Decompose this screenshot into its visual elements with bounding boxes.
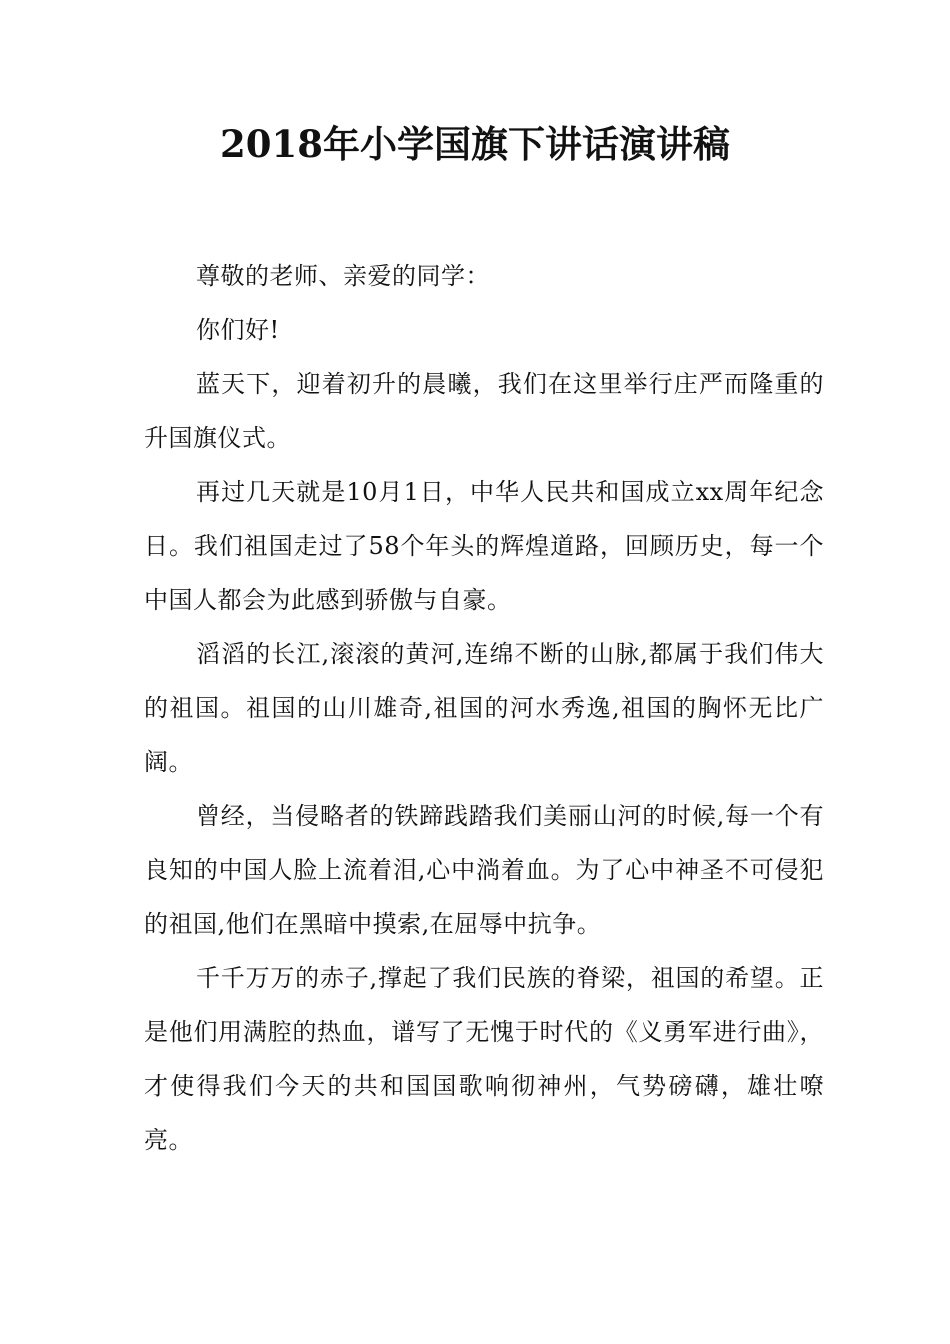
paragraph: 曾经，当侵略者的铁蹄践踏我们美丽山河的时候,每一个有良知的中国人脸上流着泪,心中淌着血。为了心中神圣不可侵犯的祖国,他们在黑暗中摸索,在屈辱中抗争。 [144, 802, 824, 938]
paragraph: 千千万万的赤子,撑起了我们民族的脊梁，祖国的希望。正是他们用满腔的热血，谱写了无愧于时代的《义勇军进行曲》，才使得我们今天的共和国国歌响彻神州，气势磅礴，雄壮嘹亮。 [144, 964, 824, 1154]
paragraph: 蓝天下，迎着初升的晨曦，我们在这里举行庄严而隆重的升国旗仪式。 [144, 370, 824, 452]
paragraph: 再过几天就是10月1日，中华人民共和国成立xx周年纪念日。我们祖国走过了58个年头的辉煌道路，回顾历史，每一个中国人都会为此感到骄傲与自豪。 [144, 478, 824, 614]
document-title: 2018年小学国旗下讲话演讲稿 [220, 122, 730, 166]
document-body [144, 249, 824, 1167]
paragraph-hello: 你们好! [196, 316, 280, 344]
paragraph-greeting: 尊敬的老师、亲爱的同学： [196, 262, 490, 290]
paragraph: 滔滔的长江,滚滚的黄河,连绵不断的山脉,都属于我们伟大的祖国。祖国的山川雄奇,祖国的河水秀逸,祖国的胸怀无比广阔。 [144, 640, 824, 776]
